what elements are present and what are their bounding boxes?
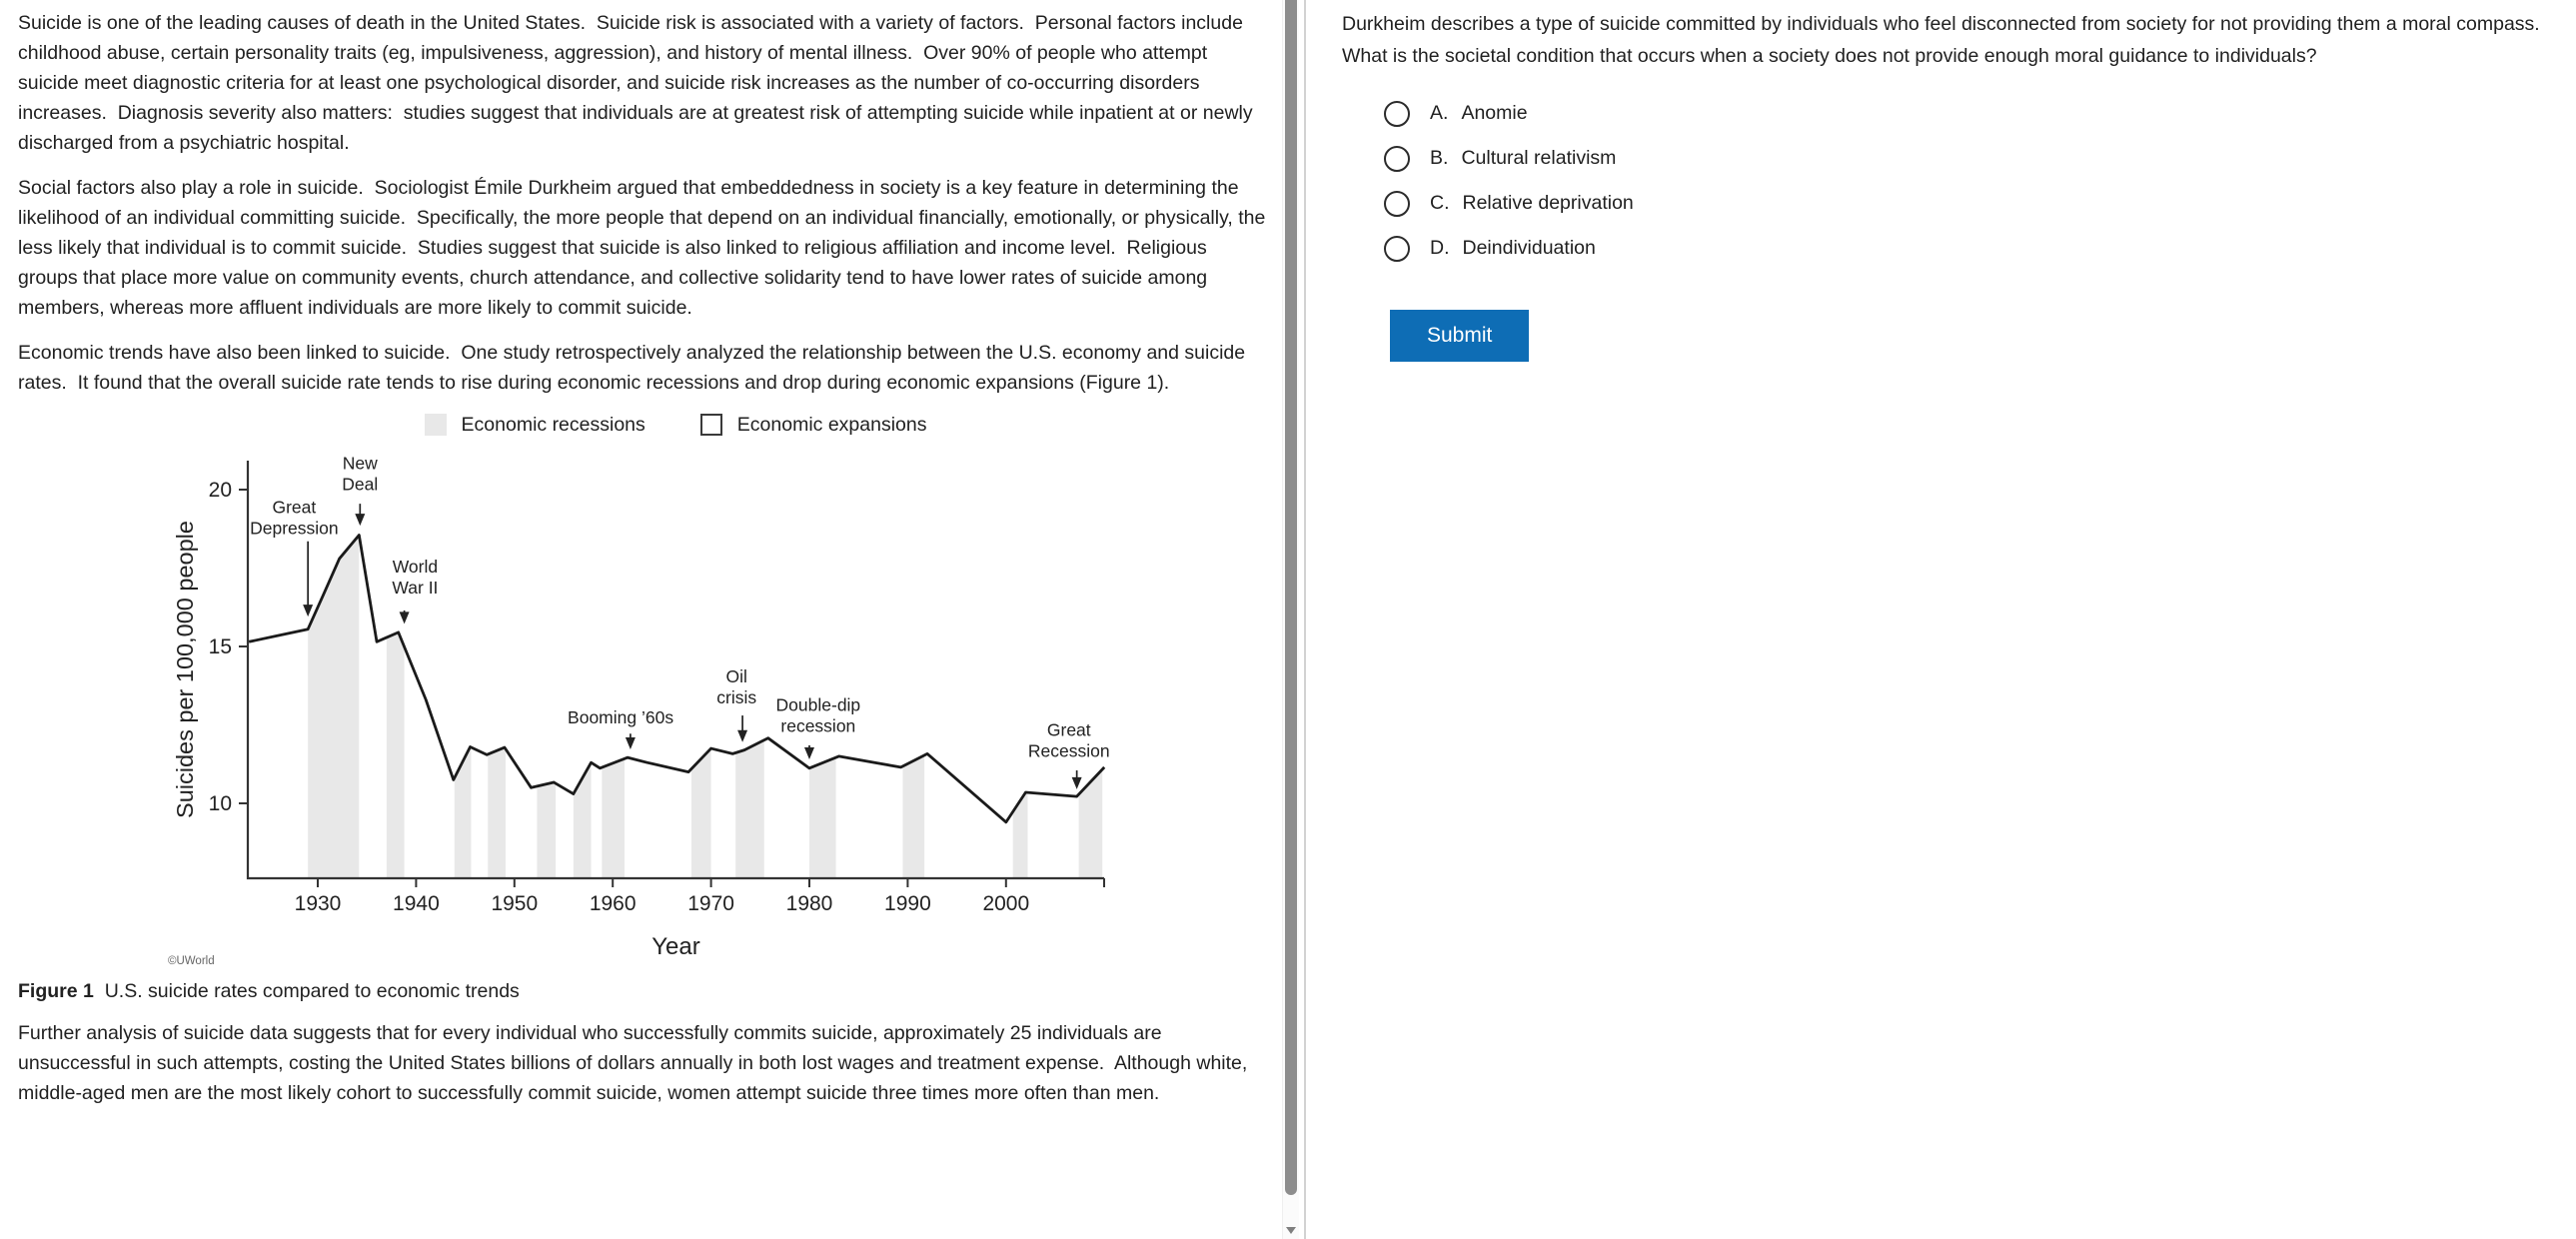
option-radio[interactable]: [1384, 146, 1410, 172]
option-label: Relative deprivation: [1462, 192, 1634, 214]
chart-annotation: War II: [392, 578, 439, 599]
recession-band: [1013, 792, 1028, 878]
chart-axes: [248, 461, 1104, 878]
suicide-rate-line: [249, 536, 1104, 822]
option-row-a[interactable]: [1384, 100, 2558, 127]
passage-paragraph-1: Suicide is one of the leading causes of death in the United States. Suicide risk is associated with a variety of factors. Personal factors include childhood abuse, certain personality traits (eg, impulsiveness, aggression), and history of mental illness. Over 90% of people who attempt suicide meet diagnostic criteria for at least one psychological disorder, and suicide risk increases as the number of co-occurring disorders increases. Diagnosis severity also matters: studies suggest that individuals are at greatest risk of attempting suicide while inpatient at or newly discharged from a psychiatric hospital.: [18, 12, 1259, 154]
y-tick-label: 10: [208, 792, 232, 815]
recession-band: [1079, 769, 1103, 878]
chart-annotation: crisis: [716, 687, 757, 708]
legend-recessions-label: Economic recessions: [461, 413, 645, 436]
x-tick-label: 1970: [687, 892, 734, 915]
x-tick-label: 2000: [982, 892, 1030, 915]
question-text: Durkheim describes a type of suicide committed by individuals who feel disconnected from society for not providing them a moral compass. What is the societal condition that occurs when a society does not provide enough moral guidance to individuals?: [1342, 13, 2551, 67]
submit-button[interactable]: Submit: [1390, 310, 1529, 362]
legend-expansions-label: Economic expansions: [736, 413, 927, 436]
x-tick-label: 1940: [393, 892, 440, 915]
option-row-d[interactable]: [1384, 235, 2558, 262]
recession-band: [455, 746, 472, 878]
passage-paragraph-3: Economic trends have also been linked to suicide. One study retrospectively analyzed the relationship between the U.S. economy and suicide rates. It found that the overall suicide rate tends to rise during economic recessions and drop during economic expansions (Figure 1).: [18, 342, 1251, 394]
annotation-arrow-icon: [1072, 777, 1082, 789]
uworld-watermark: ©UWorld: [168, 955, 215, 967]
option-radio[interactable]: [1384, 101, 1410, 127]
recession-band: [537, 782, 556, 878]
x-tick-label: 1990: [884, 892, 931, 915]
option-radio[interactable]: [1384, 191, 1410, 217]
option-letter: C.: [1430, 192, 1450, 214]
recession-band: [902, 755, 924, 878]
annotation-arrow-icon: [400, 612, 410, 623]
x-tick-label: 1980: [785, 892, 833, 915]
expansion-swatch-icon: [700, 414, 722, 436]
chart-legend: [18, 413, 1268, 437]
option-label: Cultural relativism: [1461, 147, 1617, 169]
x-tick-label: 1930: [294, 892, 342, 915]
x-tick-label: 1960: [589, 892, 637, 915]
passage-paragraph-4: Further analysis of suicide data suggests that for every individual who successfully commits suicide, approximately 25 individuals are unsuccessful in such attempts, costing the United States billions of dollars annually in both lost wages and treatment expense. Although white, middle-aged men are the most likely cohort to successfully commit suicide, women attempt suicide three times more often than men.: [18, 1022, 1253, 1104]
option-letter: A.: [1430, 102, 1449, 124]
figure-caption-text: U.S. suicide rates compared to economic trends: [104, 980, 520, 1002]
x-tick-label: 1950: [491, 892, 539, 915]
figure-caption: [18, 976, 1268, 1006]
annotation-arrow-icon: [303, 605, 313, 617]
chart-annotation: Booming ’60s: [568, 706, 674, 727]
y-tick-label: 15: [208, 635, 232, 658]
chart-annotation: New: [342, 453, 378, 474]
figure-caption-number: Figure 1: [18, 980, 94, 1002]
recession-band: [691, 748, 711, 878]
passage-paragraph-2: Social factors also play a role in suicide. Sociologist Émile Durkheim argued that embeddedness in society is a key feature in determining the likelihood of an individual committing suicide. Specifically, the more people that depend on an individual financially, emotionally, or physically, the less likely that individual is to commit suicide. Studies suggest that suicide is also linked to religious affiliation and income level. Religious groups that place more value on community events, church attendance, and collective solidarity tend to have lower rates of suicide among members, whereas more affluent individuals are more likely to commit suicide.: [18, 177, 1271, 319]
recession-swatch-icon: [425, 414, 447, 436]
answer-options: [1384, 100, 2558, 262]
y-tick-label: 20: [208, 479, 232, 502]
recession-band: [387, 632, 405, 878]
passage-panel: [0, 0, 1282, 1239]
option-label: Deindividuation: [1462, 237, 1596, 259]
scroll-down-arrow-icon[interactable]: [1286, 1227, 1296, 1234]
recession-band: [735, 740, 764, 878]
chart-annotation: Deal: [342, 474, 379, 495]
recession-band: [602, 758, 625, 878]
scrollbar-thumb[interactable]: [1285, 0, 1297, 1195]
left-panel-scrollbar[interactable]: [1282, 0, 1299, 1239]
option-row-c[interactable]: [1384, 190, 2558, 217]
recession-band: [809, 757, 836, 878]
annotation-arrow-icon: [355, 514, 365, 526]
option-letter: D.: [1430, 237, 1450, 259]
chart-annotation: Great: [1046, 719, 1091, 740]
chart-annotation: Great: [272, 497, 317, 518]
annotation-arrow-icon: [804, 747, 814, 759]
figure-1-chart: [90, 441, 1163, 972]
y-axis-label: Suicides per 100,000 people: [172, 521, 198, 818]
option-label: Anomie: [1461, 102, 1528, 124]
option-letter: B.: [1430, 147, 1449, 169]
chart-annotation: World: [392, 557, 439, 578]
option-radio[interactable]: [1384, 236, 1410, 262]
chart-annotation: Double-dip: [775, 694, 861, 715]
question-panel: [1306, 0, 2576, 1239]
recession-band: [488, 747, 506, 878]
chart-annotation: recession: [780, 715, 856, 736]
chart-annotation: Recession: [1027, 740, 1110, 761]
chart-annotation: Oil: [725, 666, 747, 687]
x-axis-label: Year: [651, 933, 700, 960]
chart-annotation: Depression: [250, 518, 339, 539]
annotation-arrow-icon: [737, 730, 747, 742]
annotation-arrow-icon: [626, 737, 636, 749]
option-row-b[interactable]: [1384, 145, 2558, 172]
recession-band: [308, 536, 359, 878]
